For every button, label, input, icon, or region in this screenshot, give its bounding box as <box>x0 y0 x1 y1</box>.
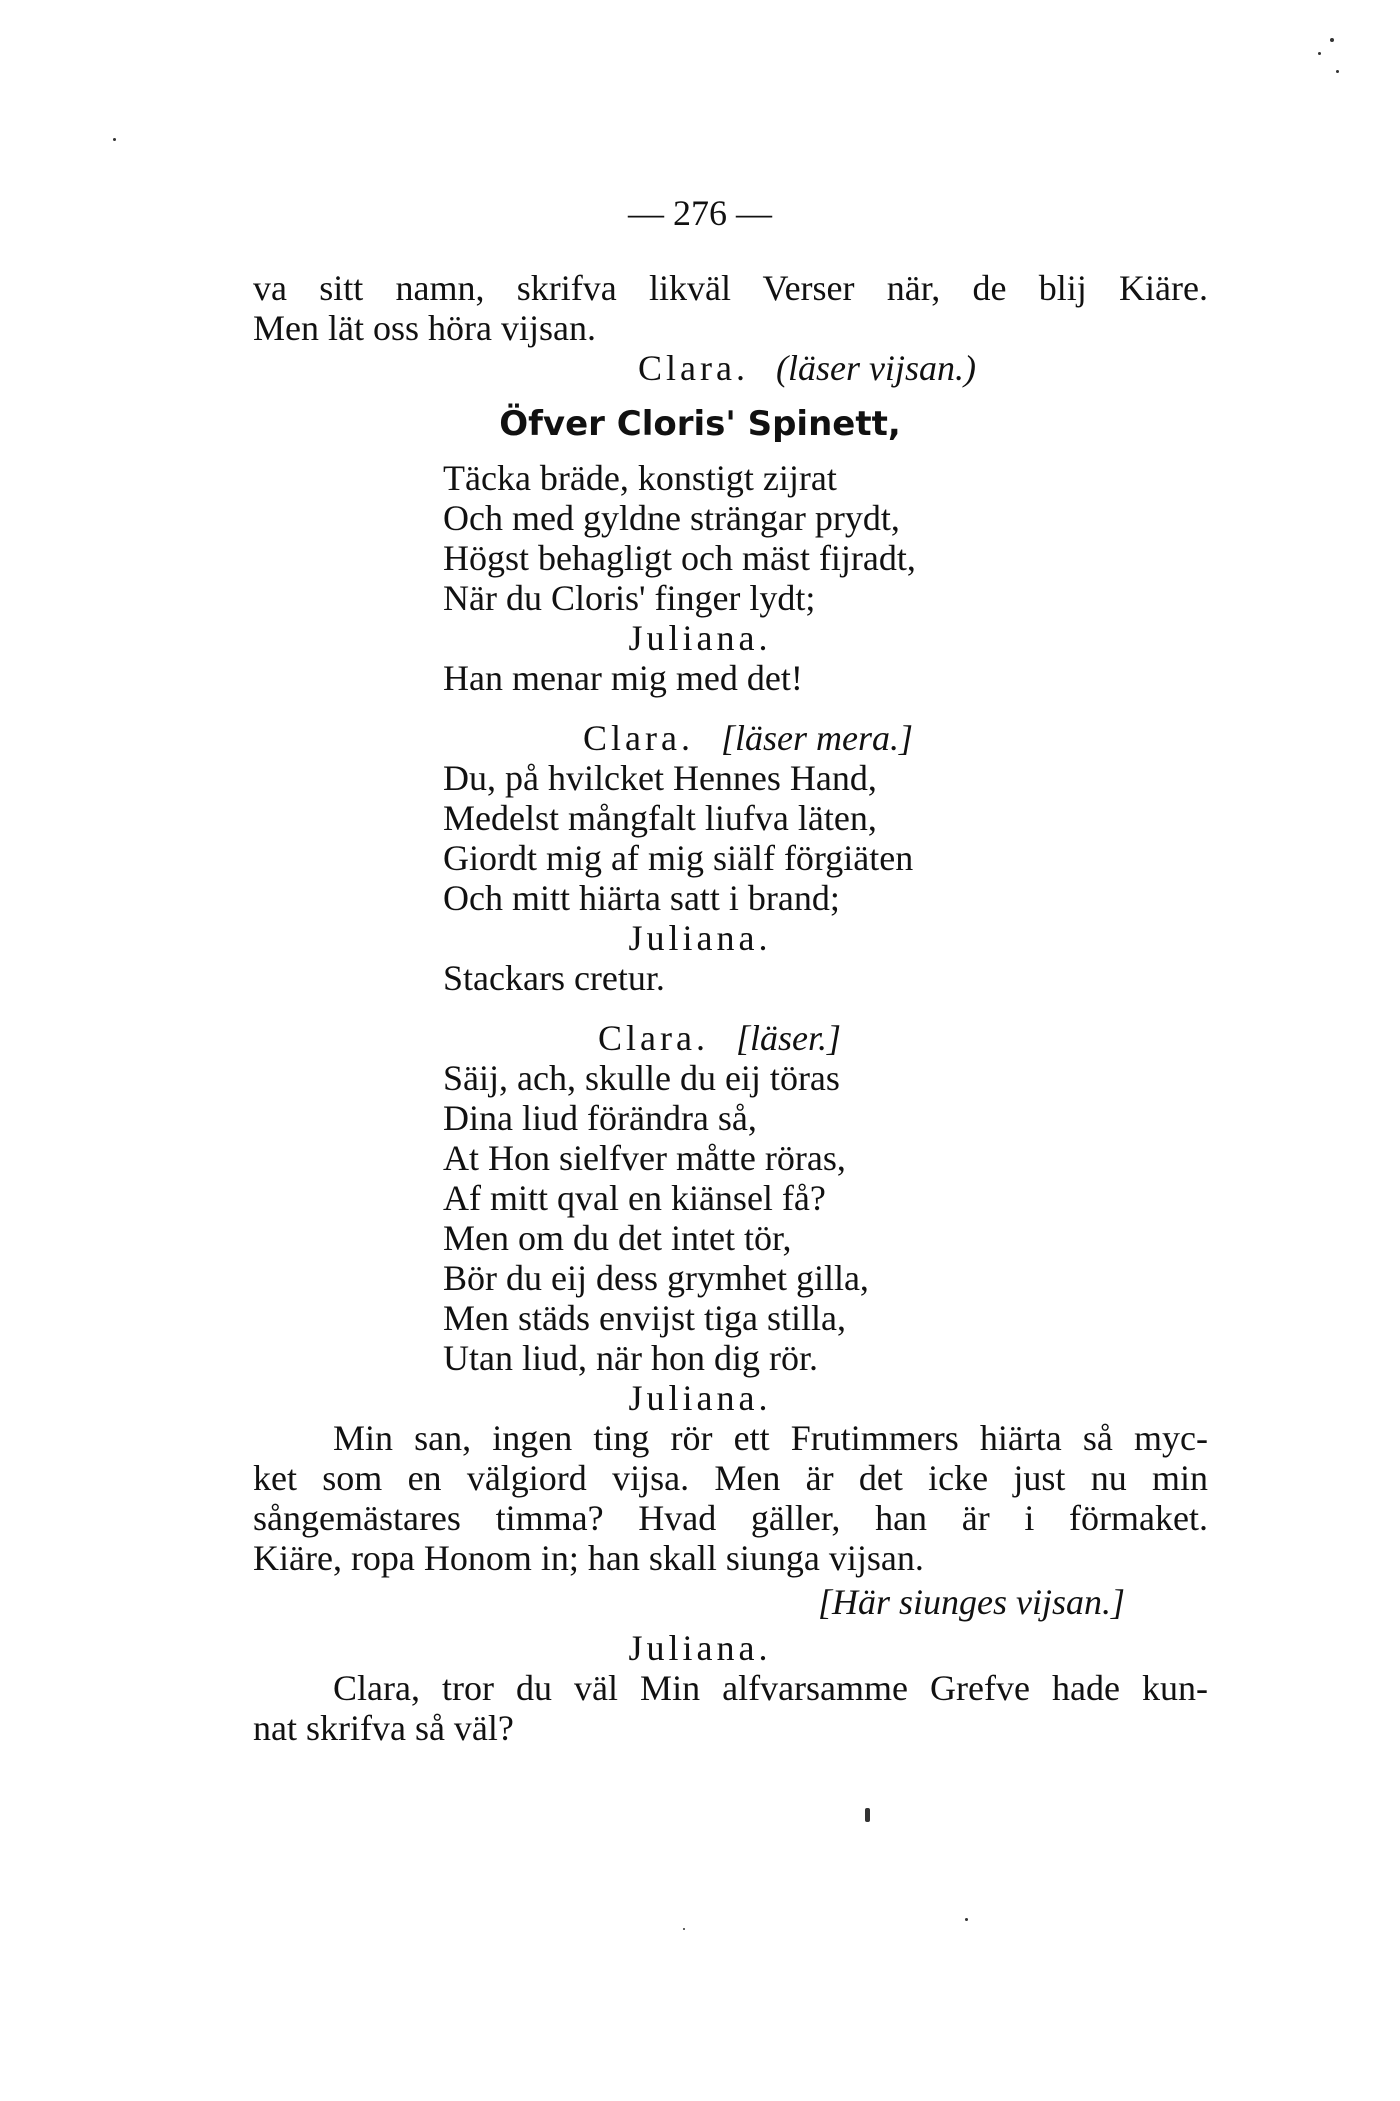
verse-line: Och mitt hiärta satt i brand; <box>443 878 840 918</box>
prose-line: va sitt namn, skrifva likväl Verser när, de blij Kiäre. <box>253 268 1208 308</box>
stage-direction: [läser mera.] <box>720 718 913 758</box>
prose-line: sångemästares timma? Hvad gäller, han är i förmaket. <box>253 1498 1208 1538</box>
verse-line: Medelst mångfalt liufva läten, <box>443 798 877 838</box>
speaker-name: Juliana. <box>628 1378 772 1418</box>
speaker-name: Juliana. <box>628 918 772 958</box>
speaker-name: Juliana. <box>628 1628 772 1668</box>
verse-line: Högst behagligt och mäst fijradt, <box>443 538 916 578</box>
speaker-name: Clara. <box>598 1018 709 1058</box>
prose-line: Clara, tror du väl Min alfvarsamme Grefve hade kun- <box>333 1668 1208 1708</box>
verse-line: Utan liud, när hon dig rör. <box>443 1338 818 1378</box>
speaker-name: Clara. <box>583 718 694 758</box>
scan-speck <box>683 1928 685 1930</box>
speaker-heading <box>583 718 913 758</box>
verse-line: At Hon sielfver måtte röras, <box>443 1138 846 1178</box>
verse-line: Men städs envijst tiga stilla, <box>443 1298 846 1338</box>
verse-line: Af mitt qval en kiänsel få? <box>443 1178 826 1218</box>
stage-direction: (läser vijsan.) <box>775 348 976 388</box>
page-number: — 276 — <box>628 193 772 233</box>
verse-line: Men om du det intet tör, <box>443 1218 792 1258</box>
prose-line: Kiäre, ropa Honom in; han skall siunga vijsan. <box>253 1538 924 1578</box>
stage-direction: [Här siunges vijsan.] <box>818 1582 1126 1622</box>
speaker-heading <box>638 348 976 388</box>
speaker-name: Juliana. <box>628 618 772 658</box>
scan-speck <box>965 1918 968 1921</box>
prose-line: ket som en välgiord vijsa. Men är det icke just nu min <box>253 1458 1208 1498</box>
scan-speck <box>1336 70 1339 73</box>
scan-speck <box>865 1808 870 1822</box>
verse-line: Täcka bräde, konstigt zijrat <box>443 458 837 498</box>
poem-title: Öfver Cloris' Spinett, <box>499 404 901 444</box>
prose-line: Men lät oss höra vijsan. <box>253 308 596 348</box>
speaker-heading <box>598 1018 841 1058</box>
scan-speck <box>1330 38 1334 42</box>
verse-line: Du, på hvilcket Hennes Hand, <box>443 758 877 798</box>
verse-line: Dina liud förändra så, <box>443 1098 757 1138</box>
scan-speck <box>113 138 116 141</box>
verse-line: Giordt mig af mig siälf förgiäten <box>443 838 914 878</box>
verse-line: Och med gyldne strängar prydt, <box>443 498 900 538</box>
verse-line: När du Cloris' finger lydt; <box>443 578 816 618</box>
stage-direction: [läser.] <box>735 1018 841 1058</box>
dialogue-line: Han menar mig med det! <box>443 658 803 698</box>
scan-speck <box>1318 52 1321 55</box>
prose-line: nat skrifva så väl? <box>253 1708 514 1748</box>
dialogue-line: Stackars cretur. <box>443 958 665 998</box>
verse-line: Bör du eij dess grymhet gilla, <box>443 1258 869 1298</box>
verse-line: Säij, ach, skulle du eij töras <box>443 1058 840 1098</box>
prose-line: Min san, ingen ting rör ett Frutimmers hiärta så myc- <box>333 1418 1208 1458</box>
speaker-name: Clara. <box>638 348 749 388</box>
